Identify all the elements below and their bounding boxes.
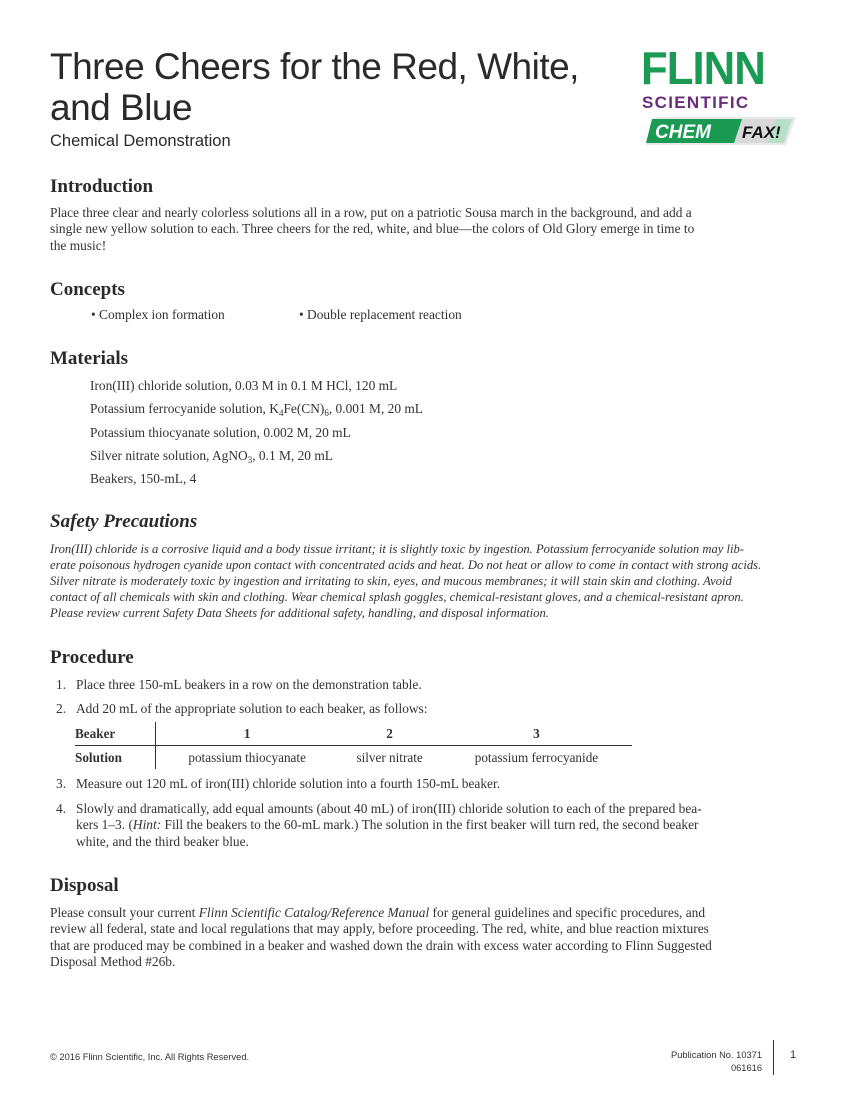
- logo-chem: CHEM: [655, 122, 711, 143]
- concept-item: • Double replacement reaction: [299, 307, 462, 322]
- logo-brand: FLINN: [641, 42, 765, 94]
- disposal-line: Disposal Method #26b.: [50, 953, 176, 969]
- footer-divider: [773, 1040, 774, 1075]
- title-line-2: and Blue: [50, 87, 193, 128]
- concept-item: • Complex ion formation: [91, 307, 225, 322]
- publication-number: Publication No. 10371: [671, 1050, 762, 1060]
- beaker-table: [75, 722, 632, 769]
- material-item: Potassium thiocyanate solution, 0.002 M, 20 mL: [90, 425, 351, 440]
- page-number: 1: [790, 1049, 797, 1061]
- disposal-line: that are produced may be combined in a beaker and washed down the drain with excess water according to Flinn Suggested: [50, 937, 712, 953]
- materials-heading: Materials: [50, 348, 129, 369]
- safety-line: erate poisonous hydrogen cyanide upon contact with concentrated acids and heat. Do not heat or allow to come in contact with strong acids.: [50, 558, 762, 573]
- disposal-line: Please consult your current Flinn Scientific Catalog/Reference Manual for general guidelines and specific procedures, and: [50, 905, 706, 920]
- procedure-heading: Procedure: [50, 647, 134, 668]
- chemfax-badge-icon: [646, 116, 796, 146]
- page-title: [50, 46, 610, 128]
- material-item: Potassium ferrocyanide solution, $K_4Fe(CN)_6$, 0.001 M, 20 mL: [90, 401, 423, 418]
- intro-line: single new yellow solution to each. Three cheers for the red, white, and blue—the colors of Old Glory emerge in time to: [50, 221, 695, 237]
- disposal-text: [50, 905, 770, 970]
- publication-code: 061616: [730, 1063, 762, 1073]
- safety-text: [50, 541, 780, 621]
- safety-line: Please review current Safety Data Sheets for additional safety, handling, and disposal information.: [50, 606, 549, 621]
- flinn-chemfax-logo: [640, 42, 802, 150]
- logo-scientific: SCIENTIFIC: [642, 93, 750, 112]
- disposal-heading: Disposal: [50, 875, 119, 896]
- introduction-text: [50, 205, 770, 254]
- disposal-line: review all federal, state and local regulations that may apply, before proceeding. The red, white, and blue reaction mixtures: [50, 921, 709, 937]
- introduction-heading: Introduction: [50, 176, 154, 197]
- material-item: Beakers, 150-mL, 4: [90, 471, 197, 486]
- table-row: [75, 746, 632, 770]
- table-cell: silver nitrate: [356, 749, 423, 765]
- page-subtitle: Chemical Demonstration: [50, 132, 231, 150]
- concept-label: Complex ion formation: [99, 307, 225, 322]
- table-header-cell: 3: [441, 722, 632, 746]
- table-header-label: Beaker: [75, 722, 156, 746]
- safety-heading: Safety Precautions: [50, 511, 198, 532]
- concept-label: Double replacement reaction: [307, 307, 462, 322]
- material-item: Iron(III) chloride solution, 0.03 M in 0.1 M HCl, 120 mL: [90, 378, 398, 393]
- safety-line: Iron(III) chloride is a corrosive liquid and a body tissue irritant; it is slightly toxic by ingestion. Potassium ferrocyanide solution may lib-: [50, 542, 744, 556]
- table-row-label: Solution: [75, 746, 156, 770]
- table-header-cell: 2: [338, 722, 441, 746]
- logo-fax: FAX!: [742, 123, 781, 142]
- table-cell: potassium thiocyanate: [188, 749, 306, 765]
- safety-line: Silver nitrate is moderately toxic by ingestion and irritating to skin, eyes, and mucous membranes; it will stain skin and clothing. Avoid: [50, 574, 732, 589]
- table-header-row: [75, 722, 632, 746]
- material-item: Silver nitrate solution, AgNO$_3$, 0.1 M, 20 mL: [90, 448, 333, 465]
- table-header-cell: 1: [156, 722, 339, 746]
- table-cell: potassium ferrocyanide: [474, 749, 599, 765]
- intro-line: the music!: [50, 237, 107, 253]
- intro-line: Place three clear and nearly colorless solutions all in a row, put on a patriotic Sousa march in the background, and add a: [50, 205, 692, 220]
- footer-copyright: © 2016 Flinn Scientific, Inc. All Rights Reserved.: [50, 1052, 250, 1062]
- safety-line: contact of all chemicals with skin and clothing. Wear chemical splash goggles, chemical-resistant gloves, and a chemical-resistant apron.: [50, 590, 744, 605]
- footer-publication: [640, 1049, 762, 1075]
- concepts-heading: Concepts: [50, 279, 125, 300]
- title-line-1: Three Cheers for the Red, White,: [50, 46, 579, 87]
